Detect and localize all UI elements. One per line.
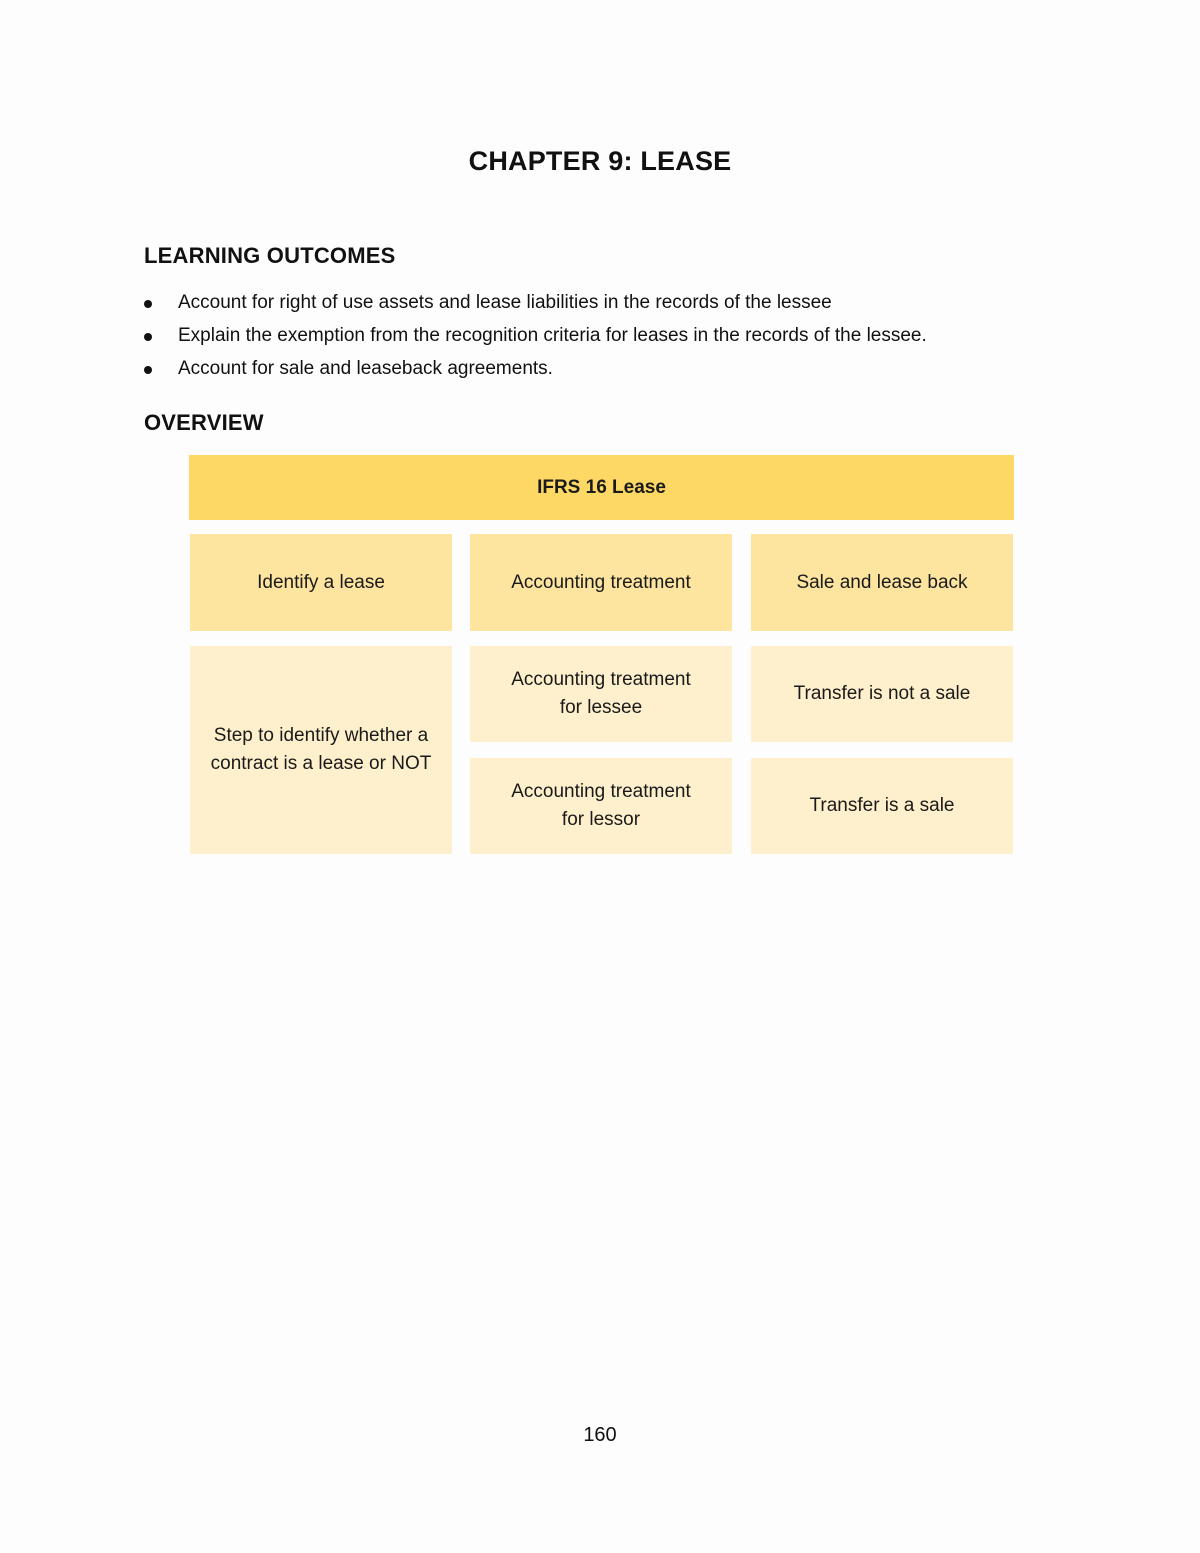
leaf-label: Accounting treatment for lessor — [511, 781, 691, 830]
list-item — [144, 288, 1084, 321]
leaf-lessor-treatment — [470, 758, 732, 854]
bullet-icon — [144, 333, 152, 341]
list-item — [144, 354, 1084, 387]
branch-accounting-treatment — [470, 534, 732, 631]
branch-label: Sale and lease back — [796, 571, 968, 593]
bullet-icon — [144, 300, 152, 308]
leaf-transfer-not-sale — [751, 646, 1013, 742]
diagram-root-label: IFRS 16 Lease — [537, 476, 666, 498]
learning-outcomes-list — [144, 288, 1084, 387]
list-item — [144, 321, 1084, 354]
branch-label: Identify a lease — [257, 571, 385, 593]
branch-identify-lease — [190, 534, 452, 631]
leaf-label: Transfer is a sale — [809, 795, 955, 816]
leaf-transfer-is-sale — [751, 758, 1013, 854]
branch-label: Accounting treatment — [511, 571, 691, 593]
leaf-label: Step to identify whether a contract is a lease or NOT — [210, 725, 432, 774]
leaf-identify-steps — [190, 646, 452, 854]
diagram-root-box — [189, 455, 1014, 520]
overview-heading: OVERVIEW — [144, 410, 264, 435]
page-number: 160 — [583, 1424, 617, 1446]
outcome-text: Explain the exemption from the recognition criteria for leases in the records of the lessee. — [178, 325, 927, 346]
learning-outcomes-heading: LEARNING OUTCOMES — [144, 243, 396, 268]
bullet-icon — [144, 366, 152, 374]
outcome-text: Account for sale and leaseback agreements. — [178, 358, 553, 379]
leaf-lessee-treatment — [470, 646, 732, 742]
chapter-title: CHAPTER 9: LEASE — [468, 146, 732, 176]
leaf-label: Accounting treatment for lessee — [511, 669, 691, 718]
leaf-label: Transfer is not a sale — [793, 683, 971, 704]
outcome-text: Account for right of use assets and lease liabilities in the records of the lessee — [178, 292, 832, 313]
branch-sale-and-lease-back — [751, 534, 1013, 631]
